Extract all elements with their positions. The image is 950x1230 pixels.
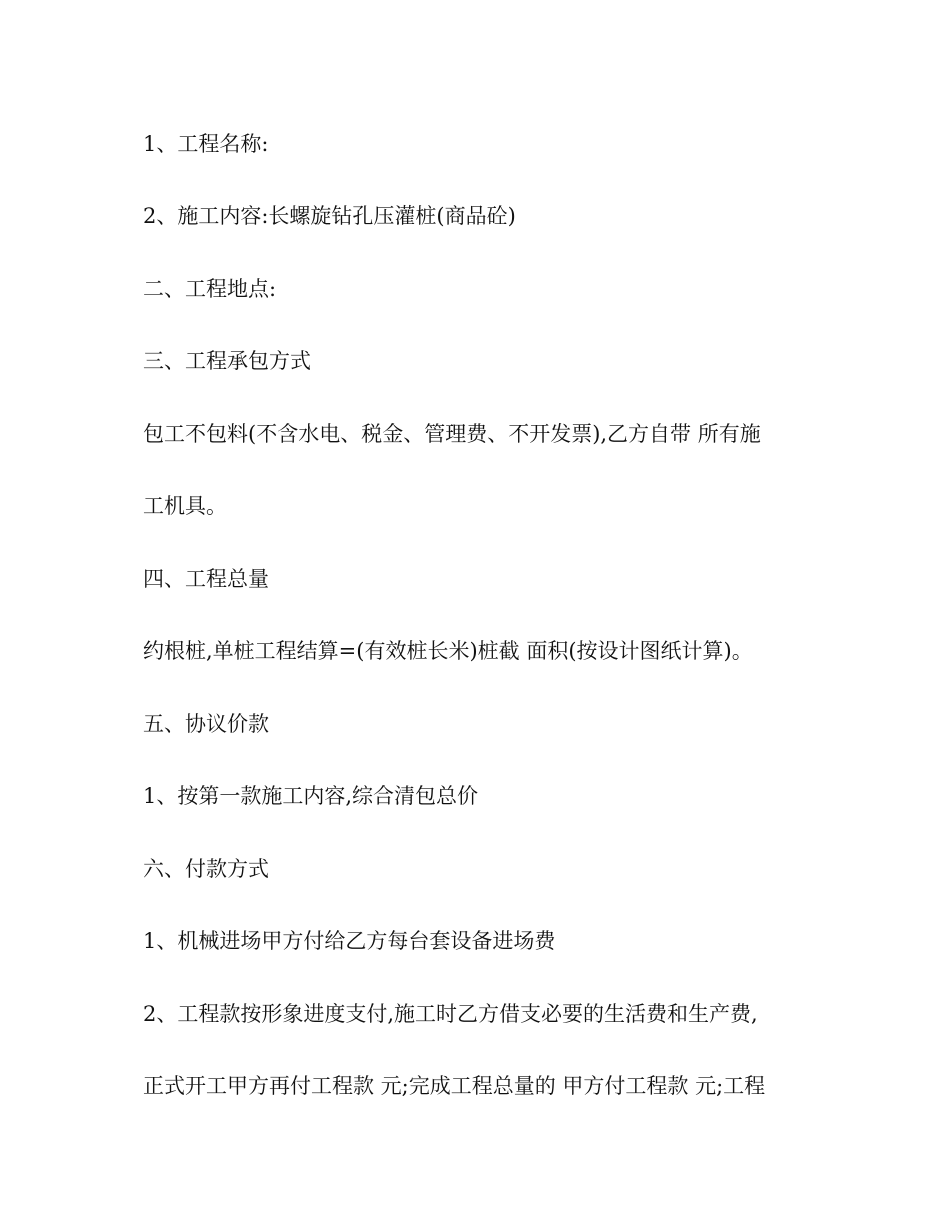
item-progress-payment-line1: 2、工程款按形象进度支付,施工时乙方借支必要的生活费和生产费, xyxy=(143,1002,758,1026)
item-progress-payment-line2: 正式开工甲方再付工程款 元;完成工程总量的 甲方付工程款 元;工程 xyxy=(143,1074,766,1098)
section-heading-contract-method: 三、工程承包方式 xyxy=(143,349,311,373)
section-heading-payment-method: 六、付款方式 xyxy=(143,857,269,881)
item-equipment-entry-fee: 1、机械进场甲方付给乙方每台套设备进场费 xyxy=(143,929,556,953)
item-total-price: 1、按第一款施工内容,综合清包总价 xyxy=(143,784,479,808)
item-project-name: 1、工程名称: xyxy=(143,132,269,156)
paragraph-contract-method-line2: 工机具。 xyxy=(143,494,227,518)
item-construction-content: 2、施工内容:长螺旋钻孔压灌桩(商品砼) xyxy=(143,204,516,228)
section-heading-total-quantity: 四、工程总量 xyxy=(143,567,269,591)
section-heading-location: 二、工程地点: xyxy=(143,277,277,301)
paragraph-contract-method-line1: 包工不包料(不含水电、税金、管理费、不开发票),乙方自带 所有施 xyxy=(143,422,761,446)
section-heading-agreed-price: 五、协议价款 xyxy=(143,712,269,736)
paragraph-total-quantity: 约根桩,单桩工程结算=(有效桩长米)桩截 面积(按设计图纸计算)。 xyxy=(143,639,753,663)
